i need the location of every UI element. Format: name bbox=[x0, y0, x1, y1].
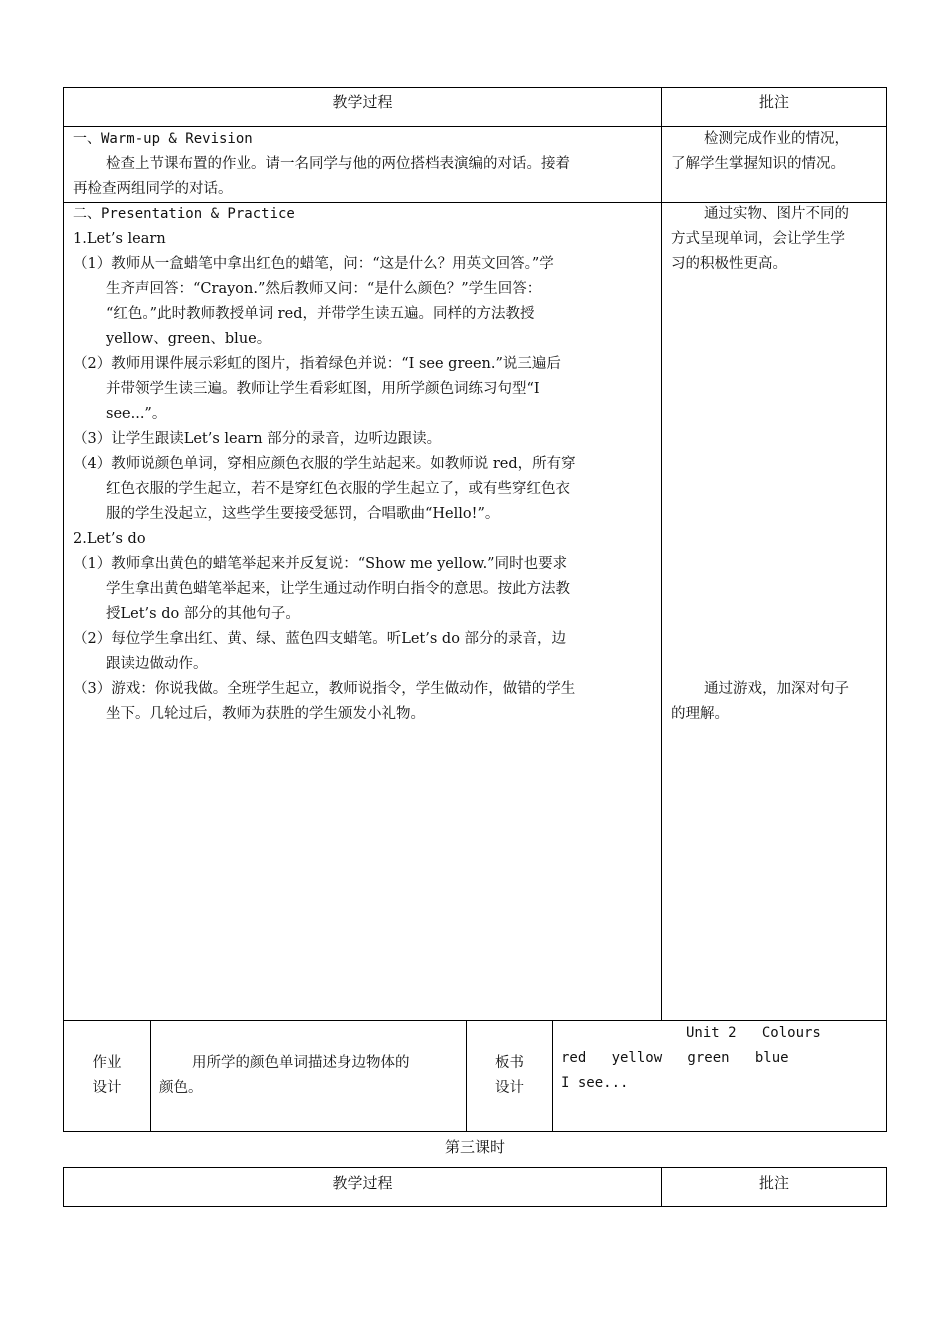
warmup-line-2: 再检查两组同学的对话。 bbox=[73, 181, 233, 197]
presentation-line: 生齐声回答：“Crayon.”然后教师又问：“是什么颜色？”学生回答： bbox=[106, 281, 542, 297]
section-title: 第三课时 bbox=[444, 1138, 505, 1156]
presentation-line: 坐下。几轮过后，教师为获胜的学生颁发小礼物。 bbox=[106, 706, 425, 722]
warmup-title: 一、Warm-up & Revision bbox=[73, 131, 253, 147]
presentation-line: （4）教师说颜色单词，穿相应颜色衣服的学生站起来。如教师说 red，所有穿 bbox=[73, 456, 576, 472]
presentation-note-1-line: 习的积极性更高。 bbox=[671, 256, 787, 272]
presentation-note-2-line: 通过游戏，加深对句子 bbox=[704, 681, 849, 697]
presentation-line: （2）每位学生拿出红、黄、绿、蓝色四支蜡笔。听Let’s do 部分的录音，边 bbox=[73, 631, 567, 647]
homework-text: 颜色。 bbox=[159, 1080, 203, 1096]
presentation-line: 1.Let’s learn bbox=[73, 231, 166, 247]
presentation-line: （1）教师从一盒蜡笔中拿出红色的蜡笔，问：“这是什么？用英文回答。”学 bbox=[73, 256, 554, 272]
warmup-note-line-1: 检测完成作业的情况， bbox=[704, 131, 849, 147]
table2-header-process: 教学过程 bbox=[332, 1174, 393, 1192]
presentation-line: “红色。”此时教师教授单词 red，并带学生读五遍。同样的方法教授 bbox=[106, 306, 535, 322]
presentation-line: 并带领学生读三遍。教师让学生看彩虹图，用所学颜色词练习句型“I bbox=[106, 381, 540, 397]
presentation-line: 授Let’s do 部分的其他句子。 bbox=[106, 606, 300, 622]
presentation-line: 服的学生没起立，这些学生要接受惩罚，合唱歌曲“Hello!”。 bbox=[106, 506, 500, 522]
homework-label: 设计 bbox=[92, 1080, 122, 1096]
presentation-note-1-line: 方式呈现单词，会让学生学 bbox=[671, 231, 845, 247]
header-process: 教学过程 bbox=[332, 93, 393, 111]
presentation-line: （2）教师用课件展示彩虹的图片，指着绿色并说：“I see green.”说三遍后 bbox=[73, 356, 561, 372]
presentation-note-1-line: 通过实物、图片不同的 bbox=[704, 206, 849, 222]
presentation-line: （3）游戏：你说我做。全班学生起立，教师说指令，学生做动作，做错的学生 bbox=[73, 681, 576, 697]
presentation-line: see...”。 bbox=[106, 406, 167, 422]
homework-text: 用所学的颜色单词描述身边物体的 bbox=[192, 1055, 410, 1071]
presentation-line: （3）让学生跟读Let’s learn 部分的录音，边听边跟读。 bbox=[73, 431, 442, 447]
presentation-line: 跟读边做动作。 bbox=[106, 656, 208, 672]
warmup-note-line-2: 了解学生掌握知识的情况。 bbox=[671, 156, 845, 172]
homework-label: 作业 bbox=[92, 1055, 122, 1071]
board-line: Unit 2 Colours bbox=[686, 1025, 821, 1041]
board-line: red yellow green blue bbox=[561, 1050, 789, 1066]
board-line: I see... bbox=[561, 1075, 629, 1091]
presentation-line: 红色衣服的学生起立，若不是穿红色衣服的学生起立了，或有些穿红色衣 bbox=[106, 481, 570, 497]
presentation-note-cell bbox=[661, 202, 887, 1021]
warmup-line-1: 检查上节课布置的作业。请一名同学与他的两位搭档表演编的对话。接着 bbox=[106, 156, 570, 172]
presentation-line: 学生拿出黄色蜡笔举起来，让学生通过动作明白指令的意思。按此方法教 bbox=[106, 581, 570, 597]
board-label: 板书 bbox=[495, 1055, 524, 1071]
presentation-line: 2.Let’s do bbox=[73, 531, 146, 547]
header-notes: 批注 bbox=[758, 93, 789, 111]
presentation-line: yellow、green、blue。 bbox=[106, 331, 272, 347]
presentation-line: （1）教师拿出黄色的蜡笔举起来并反复说：“Show me yellow.”同时也要求 bbox=[73, 556, 568, 572]
presentation-title: 二、Presentation & Practice bbox=[73, 206, 295, 222]
table2-header-notes: 批注 bbox=[758, 1174, 789, 1192]
board-label: 设计 bbox=[495, 1080, 524, 1096]
presentation-note-2-line: 的理解。 bbox=[671, 706, 729, 722]
